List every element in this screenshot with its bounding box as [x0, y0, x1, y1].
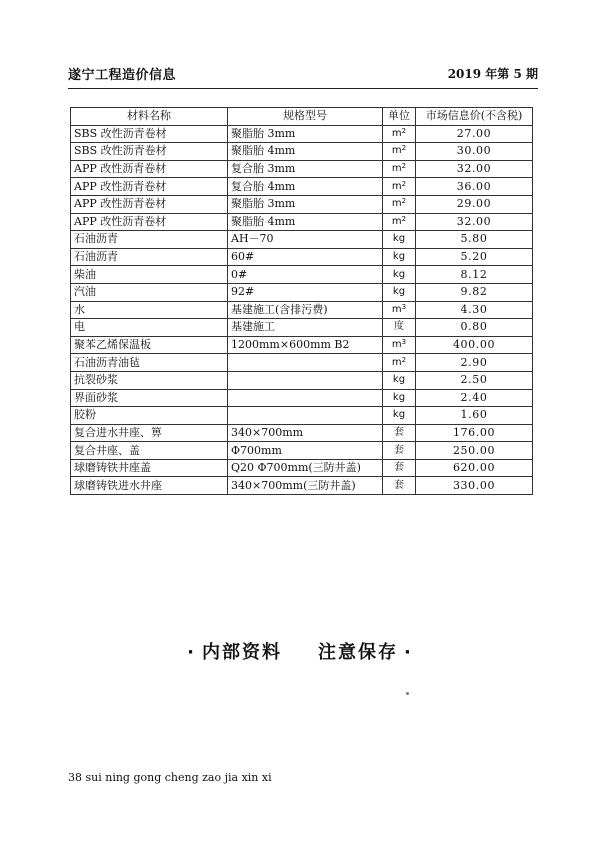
spec-cell: 复合胎 4mm — [228, 178, 383, 196]
spec-cell: AH－70 — [228, 231, 383, 249]
material-name-cell: 界面砂浆 — [71, 389, 228, 407]
column-header-price: 市场信息价(不含税) — [416, 108, 533, 126]
price-cell: 2.50 — [416, 371, 533, 389]
notice-keep-safe: 注意保存 — [318, 642, 398, 663]
spec-cell: 基建施工 — [228, 319, 383, 337]
spec-cell: 1200mm×600mm B2 — [228, 336, 383, 354]
table-row — [71, 407, 533, 425]
material-name-cell: 石油沥青油毡 — [71, 354, 228, 372]
material-name-cell: 水 — [71, 301, 228, 319]
spec-cell: Φ700mm — [228, 442, 383, 460]
price-cell: 330.00 — [416, 477, 533, 495]
column-header-material: 材料名称 — [71, 108, 228, 126]
unit-cell: 套 — [383, 442, 416, 460]
table-body — [71, 125, 533, 494]
table-header-row — [71, 108, 533, 126]
table-row — [71, 459, 533, 477]
table-row — [71, 424, 533, 442]
price-cell: 36.00 — [416, 178, 533, 196]
price-cell: 8.12 — [416, 266, 533, 284]
spec-cell — [228, 389, 383, 407]
issue-number: 2019 年第 5 期 — [447, 67, 538, 81]
unit-cell: kg — [383, 231, 416, 249]
spec-cell: 340×700mm(三防井盖) — [228, 477, 383, 495]
unit-cell: kg — [383, 248, 416, 266]
spec-cell: 60# — [228, 248, 383, 266]
spec-cell: 聚脂胎 4mm — [228, 143, 383, 161]
material-name-cell: SBS 改性沥青卷材 — [71, 125, 228, 143]
unit-exponent: 2 — [401, 162, 407, 171]
material-name-cell: 球磨铸铁井座盖 — [71, 459, 228, 477]
spec-cell: 340×700mm — [228, 424, 383, 442]
unit-exponent: 2 — [401, 197, 407, 206]
spec-cell: 92# — [228, 283, 383, 301]
unit-cell: kg — [383, 283, 416, 301]
material-name-cell: 复合进水井座、箅 — [71, 424, 228, 442]
price-cell: 176.00 — [416, 424, 533, 442]
price-cell: 4.30 — [416, 301, 533, 319]
page-header — [68, 64, 538, 86]
unit-cell: $m^2$ — [383, 195, 416, 213]
unit-cell: $m^2$ — [383, 125, 416, 143]
material-name-cell: 球磨铸铁进水井座 — [71, 477, 228, 495]
material-price-table — [70, 107, 533, 495]
spec-cell — [228, 371, 383, 389]
unit-exponent: 2 — [401, 214, 407, 223]
material-name-cell: 柴油 — [71, 266, 228, 284]
table-row — [71, 125, 533, 143]
unit-exponent: 3 — [401, 338, 407, 347]
unit-cell: 套 — [383, 459, 416, 477]
column-header-unit: 单位 — [383, 108, 416, 126]
spec-cell: 聚脂胎 3mm — [228, 195, 383, 213]
unit-cell: $m^2$ — [383, 213, 416, 231]
notice-internal-material: 内部资料 — [202, 642, 282, 663]
unit-cell: kg — [383, 407, 416, 425]
material-name-cell: 胶粉 — [71, 407, 228, 425]
spec-cell — [228, 354, 383, 372]
table-row — [71, 195, 533, 213]
table-row — [71, 442, 533, 460]
price-cell: 5.20 — [416, 248, 533, 266]
unit-exponent: 3 — [401, 302, 407, 311]
table-row — [71, 160, 533, 178]
column-header-spec: 规格型号 — [228, 108, 383, 126]
material-name-cell: APP 改性沥青卷材 — [71, 160, 228, 178]
material-name-cell: 抗裂砂浆 — [71, 371, 228, 389]
material-name-cell: 聚苯乙烯保温板 — [71, 336, 228, 354]
material-name-cell: 石油沥青 — [71, 248, 228, 266]
unit-cell: $m^2$ — [383, 354, 416, 372]
table-row — [71, 231, 533, 249]
price-cell: 32.00 — [416, 160, 533, 178]
unit-exponent: 2 — [401, 126, 407, 135]
unit-cell: kg — [383, 266, 416, 284]
table-row — [71, 213, 533, 231]
unit-cell: kg — [383, 389, 416, 407]
unit-exponent: 2 — [401, 355, 407, 364]
unit-cell: $m^2$ — [383, 178, 416, 196]
table-row — [71, 143, 533, 161]
table-row — [71, 389, 533, 407]
print-speck — [406, 692, 409, 695]
unit-cell: $m^2$ — [383, 160, 416, 178]
unit-exponent: 2 — [401, 144, 407, 153]
material-name-cell: 汽油 — [71, 283, 228, 301]
unit-cell: kg — [383, 371, 416, 389]
price-cell: 27.00 — [416, 125, 533, 143]
material-name-cell: APP 改性沥青卷材 — [71, 213, 228, 231]
unit-cell: $m^2$ — [383, 143, 416, 161]
publication-title: 遂宁工程造价信息 — [68, 68, 177, 83]
table-row — [71, 477, 533, 495]
table-row — [71, 301, 533, 319]
spec-cell: 复合胎 3mm — [228, 160, 383, 178]
price-cell: 5.80 — [416, 231, 533, 249]
material-name-cell: 复合井座、盖 — [71, 442, 228, 460]
table-row — [71, 371, 533, 389]
price-cell: 29.00 — [416, 195, 533, 213]
unit-cell: $m^3$ — [383, 301, 416, 319]
price-cell: 1.60 — [416, 407, 533, 425]
page-footer: 38 sui ning gong cheng zao jia xin xi — [68, 771, 272, 784]
price-cell: 620.00 — [416, 459, 533, 477]
table-row — [71, 178, 533, 196]
header-divider — [68, 88, 538, 89]
notice-dot-right: · — [404, 642, 413, 663]
price-cell: 0.80 — [416, 319, 533, 337]
internal-notice — [0, 638, 600, 664]
material-name-cell: 电 — [71, 319, 228, 337]
unit-cell: 套 — [383, 424, 416, 442]
material-name-cell: SBS 改性沥青卷材 — [71, 143, 228, 161]
spec-cell: 聚脂胎 3mm — [228, 125, 383, 143]
price-cell: 250.00 — [416, 442, 533, 460]
spec-cell: 基建施工(含排污费) — [228, 301, 383, 319]
unit-cell: 套 — [383, 477, 416, 495]
table-row — [71, 283, 533, 301]
price-cell: 9.82 — [416, 283, 533, 301]
table-row — [71, 319, 533, 337]
material-name-cell: APP 改性沥青卷材 — [71, 178, 228, 196]
price-cell: 32.00 — [416, 213, 533, 231]
price-cell: 30.00 — [416, 143, 533, 161]
notice-dot-left: · — [187, 642, 196, 663]
table-row — [71, 266, 533, 284]
spec-cell: Q20 Φ700mm(三防井盖) — [228, 459, 383, 477]
unit-cell: 度 — [383, 319, 416, 337]
material-name-cell: 石油沥青 — [71, 231, 228, 249]
price-cell: 2.40 — [416, 389, 533, 407]
material-name-cell: APP 改性沥青卷材 — [71, 195, 228, 213]
table-row — [71, 354, 533, 372]
table-row — [71, 248, 533, 266]
price-cell: 2.90 — [416, 354, 533, 372]
spec-cell: 0# — [228, 266, 383, 284]
price-cell: 400.00 — [416, 336, 533, 354]
unit-cell: $m^3$ — [383, 336, 416, 354]
spec-cell — [228, 407, 383, 425]
spec-cell: 聚脂胎 4mm — [228, 213, 383, 231]
table-row — [71, 336, 533, 354]
unit-exponent: 2 — [401, 179, 407, 188]
